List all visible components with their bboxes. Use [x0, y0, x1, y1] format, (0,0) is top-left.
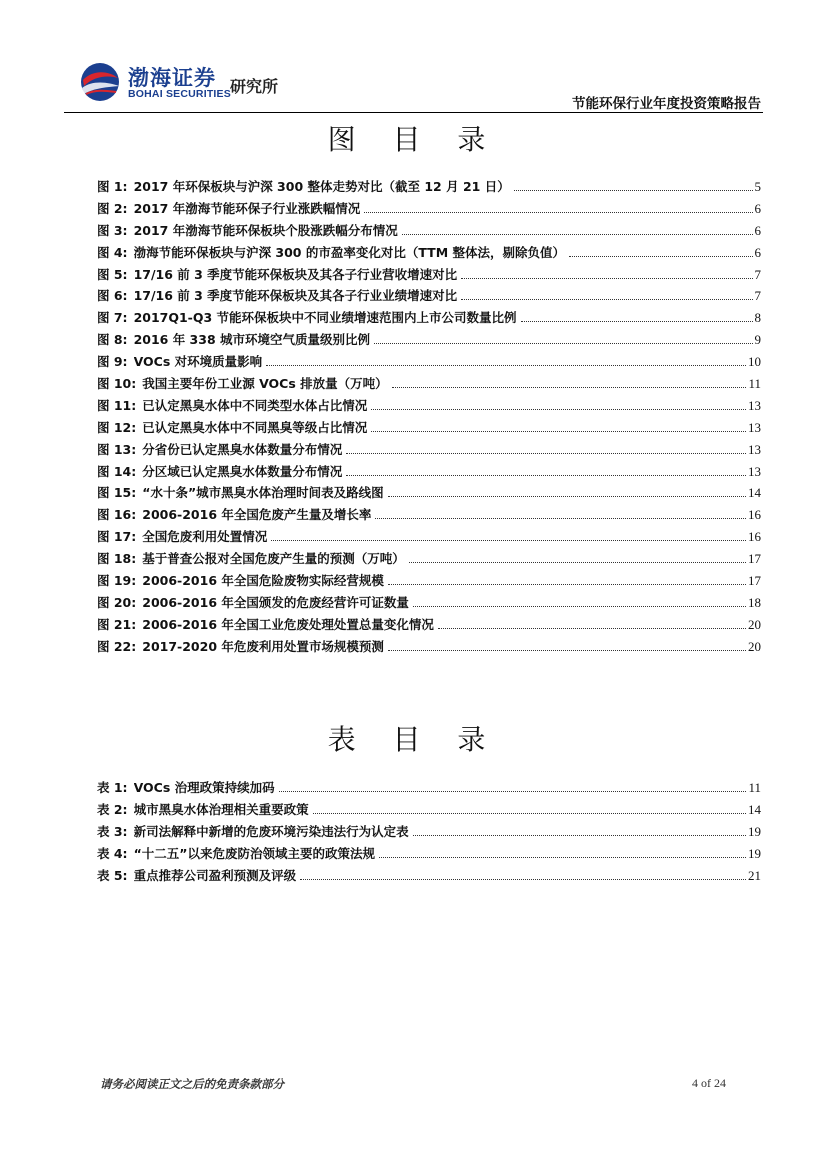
- toc-entry-label: 图 8:: [97, 332, 128, 348]
- toc-entry[interactable]: [97, 800, 761, 822]
- footer-page-number: 4 of 24: [692, 1076, 726, 1090]
- header-divider: [64, 112, 763, 113]
- toc-entry-page: 17: [748, 551, 761, 567]
- page-header: [0, 0, 827, 120]
- toc-entry-page: 5: [754, 179, 761, 194]
- toc-dot-leader: [271, 540, 746, 541]
- toc-entry[interactable]: [97, 177, 761, 199]
- toc-entry-title: “十二五”以来危废防治领域主要的政策法规: [133, 845, 375, 861]
- toc-entry-title: 2017 年渤海节能环保板块个股涨跌幅分布情况: [133, 222, 398, 238]
- toc-entry-label: 表 3:: [97, 823, 128, 839]
- toc-entry-title: 渤海节能环保板块与沪深 300 的市盈率变化对比（TTM 整体法，剔除负值）: [133, 244, 565, 260]
- toc-entry-label: 图 21:: [97, 616, 137, 632]
- toc-entry-label: 图 6:: [97, 288, 128, 304]
- toc-entry-label: 图 2:: [97, 200, 128, 216]
- toc-entry-title: 17/16 前 3 季度节能环保板块及其各子行业业绩增速对比: [133, 288, 458, 304]
- toc-entry-label: 图 7:: [97, 310, 128, 326]
- toc-dot-leader: [438, 628, 746, 629]
- bohai-globe-logo-icon: [78, 60, 122, 104]
- toc-entry-page: 11: [748, 780, 761, 795]
- toc-entry[interactable]: [97, 243, 761, 265]
- toc-entry-title: 重点推荐公司盈利预测及评级: [133, 867, 297, 883]
- toc-entry-label: 表 1:: [97, 780, 128, 795]
- toc-entry-page: 7: [754, 266, 761, 282]
- toc-dot-leader: [388, 584, 746, 585]
- toc-entry-page: 17: [748, 573, 761, 589]
- toc-entry-label: 图 14:: [97, 463, 137, 479]
- toc-dot-leader: [461, 299, 752, 300]
- toc-entry[interactable]: [97, 571, 761, 593]
- toc-entry-title: 2017 年渤海节能环保子行业涨跌幅情况: [133, 200, 361, 216]
- figures-toc-title: 图 目 录: [327, 123, 500, 156]
- toc-entry-label: 图 3:: [97, 222, 128, 238]
- toc-dot-leader: [413, 606, 746, 607]
- toc-entry-title: 基于普查公报对全国危废产生量的预测（万吨）: [142, 551, 405, 567]
- toc-entry-label: 表 2:: [97, 801, 128, 817]
- toc-entry[interactable]: [97, 221, 761, 243]
- institute-name: 研究所: [230, 77, 279, 96]
- bohai-logo: [78, 60, 278, 106]
- tables-toc-title: 表 目 录: [327, 723, 500, 756]
- toc-entry[interactable]: [97, 199, 761, 221]
- toc-entry-title: 2017 年环保板块与沪深 300 整体走势对比（截至 12 月 21 日）: [133, 179, 510, 194]
- toc-dot-leader: [409, 562, 746, 563]
- toc-entry-title: 已认定黑臭水体中不同类型水体占比情况: [142, 397, 368, 413]
- toc-entry[interactable]: [97, 330, 761, 352]
- toc-entry-page: 13: [748, 441, 761, 457]
- toc-entry[interactable]: [97, 505, 761, 527]
- toc-dot-leader: [374, 343, 752, 344]
- toc-entry[interactable]: [97, 822, 761, 844]
- toc-entry-label: 图 20:: [97, 594, 137, 610]
- toc-entry-label: 图 10:: [97, 376, 137, 392]
- toc-entry-page: 19: [748, 823, 761, 839]
- toc-entry-page: 6: [754, 200, 761, 216]
- toc-entry[interactable]: [97, 352, 761, 374]
- toc-entry-page: 13: [748, 397, 761, 413]
- toc-entry[interactable]: [97, 440, 761, 462]
- toc-entry-label: 图 9:: [97, 354, 128, 370]
- toc-entry[interactable]: [97, 308, 761, 330]
- toc-entry-label: 图 4:: [97, 244, 128, 260]
- toc-entry[interactable]: [97, 866, 761, 888]
- toc-entry-label: 图 19:: [97, 573, 137, 589]
- toc-entry-page: 14: [748, 801, 761, 817]
- toc-entry[interactable]: [97, 844, 761, 866]
- toc-dot-leader: [346, 453, 746, 454]
- toc-entry[interactable]: [97, 265, 761, 287]
- toc-entry-page: 10: [748, 354, 761, 370]
- figures-toc-list: [97, 177, 761, 659]
- footer-disclaimer: 请务必阅读正文之后的免责条款部分: [100, 1077, 284, 1091]
- toc-entry-page: 21: [748, 867, 761, 883]
- logo-english-name: BOHAI SECURITIES: [128, 88, 231, 100]
- toc-entry[interactable]: [97, 396, 761, 418]
- toc-dot-leader: [371, 409, 746, 410]
- toc-dot-leader: [375, 518, 746, 519]
- toc-dot-leader: [514, 190, 753, 191]
- toc-dot-leader: [371, 431, 746, 432]
- toc-entry-title: 全国危废利用处置情况: [142, 529, 268, 545]
- toc-dot-leader: [388, 650, 746, 651]
- toc-dot-leader: [388, 496, 746, 497]
- toc-dot-leader: [266, 365, 746, 366]
- toc-dot-leader: [413, 835, 746, 836]
- report-title: 节能环保行业年度投资策略报告: [572, 96, 761, 112]
- toc-dot-leader: [521, 321, 753, 322]
- toc-entry[interactable]: [97, 549, 761, 571]
- toc-entry-page: 16: [748, 507, 761, 523]
- toc-entry-page: 8: [754, 310, 761, 326]
- toc-entry-page: 7: [754, 288, 761, 304]
- toc-entry-page: 20: [748, 616, 761, 632]
- toc-entry-label: 图 16:: [97, 507, 137, 523]
- toc-entry-label: 图 1:: [97, 179, 128, 194]
- toc-dot-leader: [569, 256, 753, 257]
- toc-entry-label: 图 5:: [97, 266, 128, 282]
- toc-entry-title: 分省份已认定黑臭水体数量分布情况: [142, 441, 343, 457]
- toc-entry-page: 20: [748, 638, 761, 654]
- toc-entry-page: 13: [748, 419, 761, 435]
- toc-dot-leader: [300, 879, 746, 880]
- toc-entry-label: 表 4:: [97, 845, 128, 861]
- toc-dot-leader: [379, 857, 746, 858]
- toc-entry-page: 13: [748, 463, 761, 479]
- toc-entry[interactable]: [97, 462, 761, 484]
- toc-entry-label: 图 15:: [97, 485, 137, 501]
- toc-dot-leader: [279, 791, 747, 792]
- toc-entry-title: 2017-2020 年危废利用处置市场规模预测: [142, 638, 384, 654]
- toc-entry-title: 分区域已认定黑臭水体数量分布情况: [142, 463, 343, 479]
- toc-dot-leader: [346, 475, 746, 476]
- toc-entry[interactable]: [97, 483, 761, 505]
- toc-entry-label: 表 5:: [97, 867, 128, 883]
- toc-entry-page: 14: [748, 485, 761, 501]
- toc-entry-title: 新司法解释中新增的危废环境污染违法行为认定表: [133, 823, 409, 839]
- toc-entry[interactable]: [97, 593, 761, 615]
- toc-entry-label: 图 11:: [97, 397, 137, 413]
- toc-entry-title: 2016 年 338 城市环境空气质量级别比例: [133, 332, 371, 348]
- toc-entry-title: 我国主要年份工业源 VOCs 排放量（万吨）: [142, 376, 388, 392]
- toc-entry-title: VOCs 治理政策持续加码: [133, 780, 275, 795]
- toc-dot-leader: [364, 212, 752, 213]
- toc-entry-title: 17/16 前 3 季度节能环保板块及其各子行业营收增速对比: [133, 266, 458, 282]
- toc-entry-label: 图 22:: [97, 638, 137, 654]
- toc-entry-title: VOCs 对环境质量影响: [133, 354, 263, 370]
- toc-entry-page: 16: [748, 529, 761, 545]
- toc-entry-page: 6: [754, 222, 761, 238]
- toc-dot-leader: [313, 813, 746, 814]
- toc-entry[interactable]: [97, 418, 761, 440]
- toc-dot-leader: [402, 234, 753, 235]
- toc-entry-label: 图 12:: [97, 419, 137, 435]
- toc-entry-title: 已认定黑臭水体中不同黑臭等级占比情况: [142, 419, 368, 435]
- toc-entry-title: 2017Q1-Q3 节能环保板块中不同业绩增速范围内上市公司数量比例: [133, 310, 517, 326]
- toc-entry-label: 图 18:: [97, 551, 137, 567]
- toc-entry-label: 图 13:: [97, 441, 137, 457]
- tables-toc-list: [97, 778, 761, 887]
- toc-entry[interactable]: [97, 615, 761, 637]
- toc-entry-title: 2006-2016 年全国危险废物实际经营规模: [142, 573, 384, 589]
- toc-entry-page: 18: [748, 594, 761, 610]
- toc-entry[interactable]: [97, 778, 761, 800]
- toc-entry-title: 2006-2016 年全国危废产生量及增长率: [142, 507, 372, 523]
- toc-dot-leader: [461, 278, 752, 279]
- toc-entry-title: 2006-2016 年全国工业危废处理处置总量变化情况: [142, 616, 434, 632]
- toc-entry[interactable]: [97, 374, 761, 396]
- toc-entry-page: 19: [748, 845, 761, 861]
- toc-entry-page: 9: [754, 332, 761, 348]
- logo-chinese-name: 渤海证券: [128, 66, 216, 90]
- toc-entry-label: 图 17:: [97, 529, 137, 545]
- toc-dot-leader: [392, 387, 747, 388]
- toc-entry[interactable]: [97, 286, 761, 308]
- toc-entry-page: 6: [754, 244, 761, 260]
- toc-entry[interactable]: [97, 527, 761, 549]
- toc-entry-page: 11: [748, 376, 761, 392]
- toc-entry-title: 2006-2016 年全国颁发的危废经营许可证数量: [142, 594, 409, 610]
- toc-entry[interactable]: [97, 637, 761, 659]
- toc-entry-title: “水十条”城市黑臭水体治理时间表及路线图: [142, 485, 384, 501]
- toc-entry-title: 城市黑臭水体治理相关重要政策: [133, 801, 309, 817]
